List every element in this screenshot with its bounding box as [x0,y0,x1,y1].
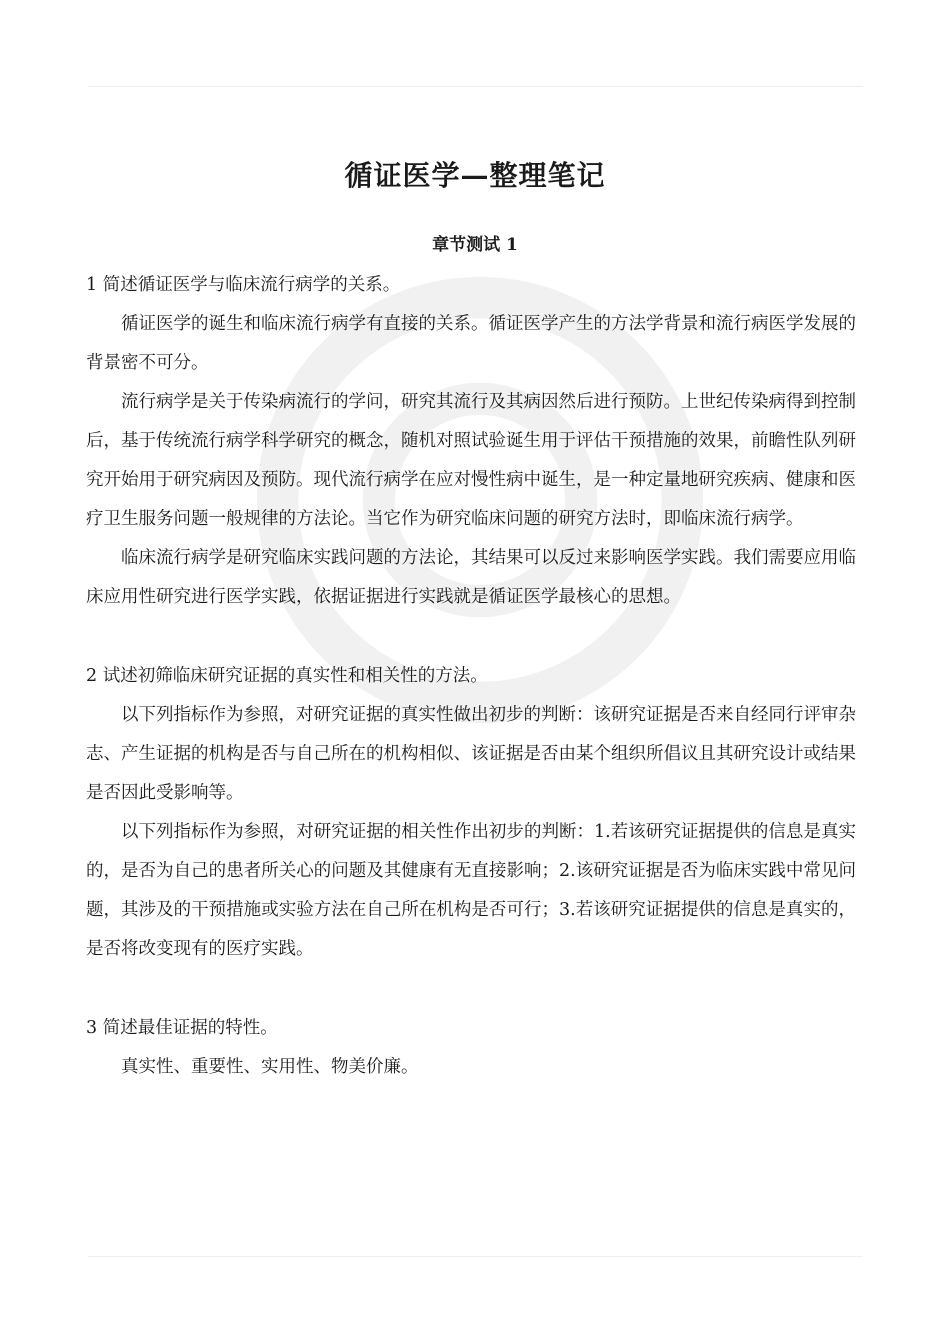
document-title: 循证医学—整理笔记 [344,159,606,192]
question-1: 1 简述循证医学与临床流行病学的关系。 [86,275,401,295]
answer-paragraph: 以下列指标作为参照，对研究证据的相关性作出初步的判断：1.若该研究证据提供的信息是真实的，是否为自己的患者所关心的问题及其健康有无直接影响；2.该研究证据是否为临床实践中常见问题，其涉及的干预措施或实验方法在自己所在机构是否可行；3.若该研究证据提供的信息是真实的，是否将改变现有的医疗实践。 [86,822,856,959]
answer-paragraph: 流行病学是关于传染病流行的学问，研究其流行及其病因然后进行预防。上世纪传染病得到控制后，基于传统流行病学科学研究的概念，随机对照试验诞生用于评估干预措施的效果，前瞻性队列研究开始用于研究病因及预防。现代流行病学在应对慢性病中诞生，是一种定量地研究疾病、健康和医疗卫生服务问题一般规律的方法论。当它作为研究临床问题的研究方法时，即临床流行病学。 [86,392,856,529]
question-3: 3 简述最佳证据的特性。 [86,1018,278,1038]
question-2: 2 试述初筛临床研究证据的真实性和相关性的方法。 [86,666,488,686]
document-body [86,266,856,1087]
footer-divider [88,1256,863,1257]
chapter-title: 章节测试 1 [432,235,518,255]
answer-paragraph: 真实性、重要性、实用性、物美价廉。 [121,1057,419,1077]
answer-paragraph: 临床流行病学是研究临床实践问题的方法论，其结果可以反过来影响医学实践。我们需要应用临床应用性研究进行医学实践，依据证据进行实践就是循证医学最核心的思想。 [86,548,856,607]
answer-paragraph: 循证医学的诞生和临床流行病学有直接的关系。循证医学产生的方法学背景和流行病医学发展的背景密不可分。 [86,314,856,373]
answer-paragraph: 以下列指标作为参照，对研究证据的真实性做出初步的判断：该研究证据是否来自经同行评审杂志、产生证据的机构是否与自己所在的机构相似、该证据是否由某个组织所倡议且其研究设计或结果是否因此受影响等。 [86,705,856,803]
header-divider [88,86,863,87]
